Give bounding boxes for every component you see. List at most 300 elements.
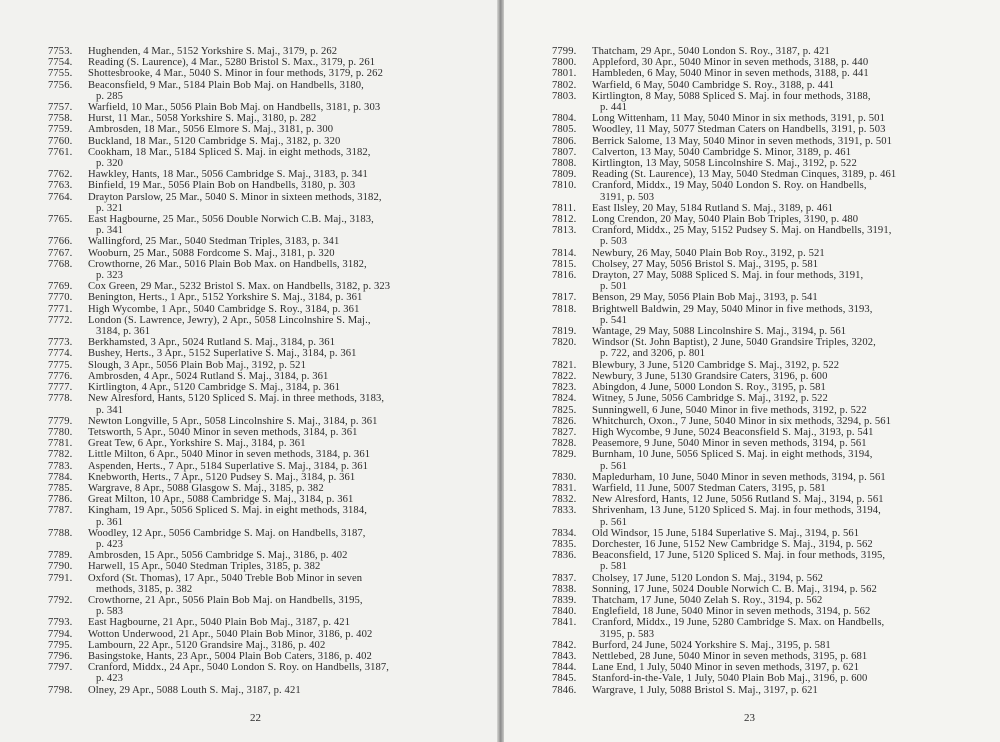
peal-description [88,685,486,696]
peal-line: East Ilsley, 20 May, 5184 Rutland S. Maj., 3189, p. 461 [592,202,833,214]
peal-description [88,248,486,259]
peal-entry [552,584,986,595]
peal-entry [48,416,486,427]
peal-number: 7790. [48,561,73,573]
peal-entry [552,371,986,382]
peal-entry [48,304,486,315]
peal-number: 7811. [552,202,576,214]
peal-line-continued: p. 722, and 3206, p. 801 [600,348,706,360]
peal-description [88,259,486,281]
peal-line: Binfield, 19 Mar., 5056 Plain Bob on Handbells, 3180, p. 303 [88,180,356,192]
peal-entry [552,113,986,124]
peal-description [592,68,986,79]
peal-description [592,147,986,158]
peal-line-continued: p. 501 [600,281,628,293]
peal-line: Thatcham, 29 Apr., 5040 London S. Roy., 3187, p. 421 [592,46,830,57]
peal-entry [552,617,986,639]
peal-description [88,360,486,371]
peal-line: Long Wittenham, 11 May, 5040 Minor in six methods, 3191, p. 501 [592,113,885,125]
peal-entry [552,550,986,572]
peal-number: 7762. [48,169,73,181]
peal-description [592,550,986,572]
peal-number: 7772. [48,314,73,326]
peal-line: Woodley, 11 May, 5077 Stedman Caters on Handbells, 3191, p. 503 [592,124,886,136]
peal-line: Lane End, 1 July, 5040 Minor in seven methods, 3197, p. 621 [592,662,860,674]
peal-description [592,57,986,68]
peal-number: 7839. [552,594,577,606]
peal-line: Cholsey, 27 May, 5056 Bristol S. Maj., 3195, p. 581 [592,258,819,270]
peal-line: Great Tew, 6 Apr., Yorkshire S. Maj., 3184, p. 361 [88,438,306,450]
peal-description [592,595,986,606]
peal-number: 7835. [552,538,577,550]
peal-entry [48,124,486,135]
peal-number: 7763. [48,180,73,192]
peal-line-continued: p. 423 [96,673,124,685]
peal-line: Witney, 5 June, 5056 Cambridge S. Maj., 3192, p. 522 [592,393,828,405]
peal-description [592,673,986,684]
peal-entry [552,427,986,438]
peal-entry [48,214,486,236]
peal-line: Aspenden, Herts., 7 Apr., 5184 Superlative S. Maj., 3184, p. 361 [88,460,369,472]
peal-entry [552,595,986,606]
peal-line: Cholsey, 17 June, 5120 London S. Maj., 3194, p. 562 [592,572,823,584]
peal-line: East Hagbourne, 21 Apr., 5040 Plain Bob Maj., 3187, p. 421 [88,617,351,629]
peal-line: Hughenden, 4 Mar., 5152 Yorkshire S. Maj., 3179, p. 262 [88,46,338,57]
peal-description [592,449,986,471]
peal-line: Nettlebed, 28 June, 5040 Minor in seven methods, 3195, p. 681 [592,650,868,662]
peal-number: 7767. [48,247,73,259]
peal-number: 7785. [48,482,73,494]
peal-entry [552,203,986,214]
peal-line-continued: p. 503 [600,236,628,248]
peal-entry [552,270,986,292]
peal-description [592,46,986,57]
peal-line: Buckland, 18 Mar., 5120 Cambridge S. Maj., 3182, p. 320 [88,135,341,147]
peal-description [88,337,486,348]
peal-entry [48,561,486,572]
peal-entry [552,505,986,527]
peal-entry [48,102,486,113]
peal-description [592,292,986,303]
peal-entry [552,651,986,662]
peal-description [88,438,486,449]
peal-entry [48,393,486,415]
peal-line-continued: p. 285 [96,90,124,102]
left-page-number: 22 [250,712,261,724]
peal-description [88,68,486,79]
peal-number: 7833. [552,505,577,517]
peal-entry [48,337,486,348]
peal-entry [48,113,486,124]
peal-description [88,46,486,57]
peal-line: Newton Longville, 5 Apr., 5058 Lincolnshire S. Maj., 3184, p. 361 [88,415,378,427]
peal-number: 7773. [48,337,73,349]
peal-description [592,505,986,527]
peal-number: 7760. [48,135,73,147]
peal-number: 7793. [48,617,73,629]
peal-description [592,651,986,662]
peal-description [88,304,486,315]
peal-line-continued: p. 423 [96,538,124,550]
peal-line: Berrick Salome, 13 May, 5040 Minor in seven methods, 3191, p. 501 [592,135,893,147]
peal-entry [552,438,986,449]
peal-entry [48,360,486,371]
peal-number: 7814. [552,247,577,259]
peal-number: 7838. [552,583,577,595]
peal-description [592,662,986,673]
peal-entry [48,46,486,57]
peal-entry [48,483,486,494]
peal-entry [48,472,486,483]
peal-number: 7788. [48,527,73,539]
peal-entry [552,46,986,57]
peal-entry [552,124,986,135]
peal-line: Kirtlington, 8 May, 5088 Spliced S. Maj. in four methods, 3188, [592,90,871,102]
peal-number: 7783. [48,460,73,472]
peal-number: 7765. [48,214,73,226]
left-page [0,0,498,742]
peal-line: Crowthorne, 21 Apr., 5056 Plain Bob Maj. on Handbells, 3195, [88,594,363,606]
peal-line: Newbury, 3 June, 5130 Grandsire Caters, 3196, p. 600 [592,370,828,382]
peal-entry [48,68,486,79]
peal-entry [48,573,486,595]
peal-line: Harwell, 15 Apr., 5040 Stedman Triples, 3185, p. 382 [88,561,321,573]
peal-line: Knebworth, Herts., 7 Apr., 5120 Pudsey S. Maj., 3184, p. 361 [88,471,356,483]
peal-line: Reading (S. Laurence), 4 Mar., 5280 Bristol S. Max., 3179, p. 261 [88,57,376,69]
peal-entry [552,337,986,359]
peal-line: Sonning, 17 June, 5024 Double Norwich C. B. Maj., 3194, p. 562 [592,583,877,595]
peal-line: Kingham, 19 Apr., 5056 Spliced S. Maj. in eight methods, 3184, [88,505,367,517]
peal-entry [552,472,986,483]
peal-line: Lambourn, 22 Apr., 5120 Grandsire Maj., 3186, p. 402 [88,639,326,651]
peal-number: 7844. [552,662,577,674]
peal-number: 7812. [552,214,577,226]
peal-number: 7830. [552,471,577,483]
peal-description [592,113,986,124]
peal-number: 7826. [552,415,577,427]
peal-entry [552,539,986,550]
peal-description [88,180,486,191]
peal-entry [48,685,486,696]
peal-entry [552,304,986,326]
peal-number: 7791. [48,572,73,584]
peal-number: 7799. [552,46,577,57]
peal-description [88,573,486,595]
peal-description [88,136,486,147]
peal-description [88,662,486,684]
peal-number: 7820. [552,337,577,349]
peal-number: 7759. [48,124,73,136]
peal-line: Mapledurham, 10 June, 5040 Minor in seven methods, 3194, p. 561 [592,471,886,483]
peal-entry [48,629,486,640]
peal-number: 7803. [552,90,577,102]
left-entry-list [48,46,486,696]
peal-description [592,606,986,617]
peal-entry [552,606,986,617]
peal-description [88,550,486,561]
peal-number: 7819. [552,326,577,338]
peal-number: 7834. [552,527,577,539]
peal-line: Sunningwell, 6 June, 5040 Minor in five methods, 3192, p. 522 [592,404,867,416]
peal-entry [552,662,986,673]
peal-description [88,629,486,640]
peal-description [88,192,486,214]
peal-entry [48,80,486,102]
peal-number: 7780. [48,426,73,438]
peal-line: Wargrave, 1 July, 5088 Bristol S. Maj., 3197, p. 621 [592,684,818,696]
peal-line: Kirtlington, 4 Apr., 5120 Cambridge S. Maj., 3184, p. 361 [88,382,340,394]
peal-entry [48,505,486,527]
peal-entry [552,360,986,371]
peal-description [592,360,986,371]
peal-line: Wargrave, 8 Apr., 5088 Glasgow S. Maj., 3185, p. 382 [88,482,324,494]
peal-number: 7769. [48,281,73,293]
peal-line: Great Milton, 10 Apr., 5088 Cambridge S. Maj., 3184, p. 361 [88,494,354,506]
peal-line: Wooburn, 25 Mar., 5088 Fordcome S. Maj., 3181, p. 320 [88,247,335,259]
peal-line: Basingstoke, Hants, 23 Apr., 5004 Plain Bob Caters, 3186, p. 402 [88,650,372,662]
peal-number: 7798. [48,684,73,696]
peal-description [88,348,486,359]
peal-description [592,91,986,113]
peal-line: Cranford, Middx., 19 June, 5280 Cambridge S. Max. on Handbells, [592,617,885,629]
peal-entry [48,292,486,303]
peal-line-continued: 3191, p. 503 [600,191,655,203]
peal-description [88,393,486,415]
peal-line: Shrivenham, 13 June, 5120 Spliced S. Maj. in four methods, 3194, [592,505,881,517]
peal-line: Cox Green, 29 Mar., 5232 Bristol S. Max. on Handbells, 3182, p. 323 [88,281,391,293]
peal-entry [48,180,486,191]
peal-line-continued: p. 541 [600,314,628,326]
peal-entry [48,192,486,214]
peal-number: 7776. [48,370,73,382]
peal-number: 7768. [48,258,73,270]
peal-description [592,169,986,180]
peal-description [592,382,986,393]
peal-number: 7774. [48,348,73,360]
peal-description [88,449,486,460]
peal-description [88,113,486,124]
peal-number: 7787. [48,505,73,517]
peal-line-continued: p. 323 [96,270,124,282]
peal-entry [48,651,486,662]
peal-description [88,57,486,68]
peal-line: Berkhamsted, 3 Apr., 5024 Rutland S. Maj., 3184, p. 361 [88,337,336,349]
peal-description [88,472,486,483]
peal-line: Long Crendon, 20 May, 5040 Plain Bob Triples, 3190, p. 480 [592,214,859,226]
peal-line: Woodley, 12 Apr., 5056 Cambridge S. Maj. on Handbells, 3187, [88,527,366,539]
peal-entry [552,382,986,393]
peal-line: Blewbury, 3 June, 5120 Cambridge S. Maj., 3192, p. 522 [592,359,840,371]
peal-description [88,416,486,427]
peal-description [592,584,986,595]
peal-entry [48,371,486,382]
peal-entry [552,169,986,180]
peal-line: Hurst, 11 Mar., 5058 Yorkshire S. Maj., 3180, p. 282 [88,113,317,125]
peal-description [592,393,986,404]
peal-number: 7753. [48,46,73,57]
peal-line: Abingdon, 4 June, 5000 London S. Roy., 3195, p. 581 [592,382,826,394]
peal-line: Cookham, 18 Mar., 5184 Spliced S. Maj. in eight methods, 3182, [88,146,371,158]
peal-line: Hawkley, Hants, 18 Mar., 5056 Cambridge S. Maj., 3183, p. 341 [88,169,368,181]
peal-number: 7800. [552,57,577,69]
peal-number: 7757. [48,102,73,114]
peal-line-continued: p. 583 [96,606,124,618]
peal-description [88,494,486,505]
peal-line: Olney, 29 Apr., 5088 Louth S. Maj., 3187, p. 421 [88,684,301,696]
peal-entry [552,248,986,259]
peal-number: 7778. [48,393,73,405]
peal-line-continued: p. 441 [600,102,628,114]
peal-description [88,315,486,337]
peal-number: 7818. [552,303,577,315]
peal-line: High Wycombe, 1 Apr., 5040 Cambridge S. Roy., 3184, p. 361 [88,303,360,315]
peal-line: Warfield, 10 Mar., 5056 Plain Bob Maj. on Handbells, 3181, p. 303 [88,102,381,114]
peal-description [88,124,486,135]
peal-line: New Alresford, Hants, 12 June, 5056 Rutland S. Maj., 3194, p. 561 [592,494,884,506]
peal-entry [552,180,986,202]
peal-number: 7771. [48,303,73,315]
peal-entry [48,528,486,550]
peal-description [592,203,986,214]
peal-line: Burford, 24 June, 5024 Yorkshire S. Maj., 3195, p. 581 [592,639,831,651]
peal-entry [48,348,486,359]
peal-description [88,561,486,572]
peal-line: Warfield, 11 June, 5007 Stedman Caters, 3195, p. 581 [592,482,826,494]
peal-entry [552,136,986,147]
peal-line: Cranford, Middx., 19 May, 5040 London S. Roy. on Handbells, [592,180,867,192]
peal-number: 7831. [552,482,577,494]
peal-entry [48,315,486,337]
peal-description [592,214,986,225]
peal-number: 7808. [552,158,577,170]
peal-entry [48,438,486,449]
peal-description [592,427,986,438]
peal-line: Englefield, 18 June, 5040 Minor in seven methods, 3194, p. 562 [592,606,871,618]
peal-description [88,371,486,382]
peal-entry [48,550,486,561]
peal-entry [552,68,986,79]
peal-entry [552,494,986,505]
peal-number: 7810. [552,180,577,192]
peal-description [88,147,486,169]
peal-line: Hambleden, 6 May, 5040 Minor in seven methods, 3188, p. 441 [592,68,869,80]
peal-number: 7828. [552,438,577,450]
right-entry-list [552,46,986,696]
peal-description [592,472,986,483]
peal-line: Thatcham, 17 June, 5040 Zelah S. Roy., 3194, p. 562 [592,594,823,606]
peal-line: Calverton, 13 May, 5040 Cambridge S. Minor, 3189, p. 461 [592,146,852,158]
peal-line-continued: p. 581 [600,561,628,573]
peal-line: Benington, Herts., 1 Apr., 5152 Yorkshire S. Maj., 3184, p. 361 [88,292,363,304]
peal-description [88,169,486,180]
peal-description [592,483,986,494]
peal-line: Dorchester, 16 June, 5152 New Cambridge S. Maj., 3194, p. 562 [592,538,873,550]
peal-line-continued: p. 341 [96,404,124,416]
peal-number: 7829. [552,449,577,461]
peal-entry [552,640,986,651]
peal-entry [48,248,486,259]
peal-entry [552,158,986,169]
peal-line: Stanford-in-the-Vale, 1 July, 5040 Plain Bob Maj., 3196, p. 600 [592,673,868,685]
peal-line-continued: p. 561 [600,516,628,528]
peal-description [592,528,986,539]
peal-number: 7845. [552,673,577,685]
peal-number: 7824. [552,393,577,405]
peal-entry [552,685,986,696]
peal-line: Slough, 3 Apr., 5056 Plain Bob Maj., 3192, p. 521 [88,359,306,371]
peal-number: 7796. [48,650,73,662]
peal-entry [48,259,486,281]
peal-description [88,461,486,472]
peal-number: 7832. [552,494,577,506]
peal-line: Peasemore, 9 June, 5040 Minor in seven methods, 3194, p. 561 [592,438,867,450]
peal-line: Beaconsfield, 17 June, 5120 Spliced S. Maj. in four methods, 3195, [592,550,886,562]
peal-number: 7755. [48,68,73,80]
peal-line-continued: p. 320 [96,158,124,170]
peal-entry [552,393,986,404]
peal-line-continued: p. 361 [96,516,124,528]
peal-entry [552,326,986,337]
peal-number: 7786. [48,494,73,506]
peal-line: Oxford (St. Thomas), 17 Apr., 5040 Treble Bob Minor in seven [88,572,363,584]
peal-number: 7782. [48,449,73,461]
peal-line: Brightwell Baldwin, 29 May, 5040 Minor in five methods, 3193, [592,303,873,315]
peal-description [88,214,486,236]
right-page-number: 23 [744,712,755,724]
peal-line: Ambrosden, 4 Apr., 5024 Rutland S. Maj., 3184, p. 361 [88,370,329,382]
peal-line: Little Milton, 6 Apr., 5040 Minor in seven methods, 3184, p. 361 [88,449,371,461]
peal-line: Drayton, 27 May, 5088 Spliced S. Maj. in four methods, 3191, [592,270,864,282]
peal-entry [552,573,986,584]
peal-number: 7789. [48,550,73,562]
peal-line: Warfield, 6 May, 5040 Cambridge S. Roy., 3188, p. 441 [592,79,834,91]
peal-entry [552,91,986,113]
peal-entry [48,57,486,68]
peal-description [592,304,986,326]
peal-line: Reading (St. Laurence), 13 May, 5040 Stedman Cinques, 3189, p. 461 [592,169,897,181]
peal-number: 7825. [552,404,577,416]
peal-entry [48,281,486,292]
peal-line: East Hagbourne, 25 Mar., 5056 Double Norwich C.B. Maj., 3183, [88,214,374,226]
peal-description [592,248,986,259]
peal-number: 7804. [552,113,577,125]
peal-description [592,685,986,696]
peal-description [592,326,986,337]
peal-line-continued: 3184, p. 361 [96,326,151,338]
peal-line: Wotton Underwood, 21 Apr., 5040 Plain Bob Minor, 3186, p. 402 [88,628,373,640]
peal-entry [552,292,986,303]
peal-entry [552,147,986,158]
peal-number: 7842. [552,639,577,651]
right-page [504,0,1000,742]
peal-line-continued: 3195, p. 583 [600,628,655,640]
peal-line-continued: p. 561 [600,460,628,472]
peal-line: Benson, 29 May, 5056 Plain Bob Maj., 3193, p. 541 [592,292,818,304]
peal-description [88,427,486,438]
peal-number: 7843. [552,650,577,662]
peal-number: 7754. [48,57,73,69]
peal-line-continued: p. 341 [96,225,124,237]
peal-number: 7809. [552,169,577,181]
peal-entry [48,461,486,472]
peal-number: 7837. [552,572,577,584]
peal-line: Old Windsor, 15 June, 5184 Superlative S. Maj., 3194, p. 561 [592,527,860,539]
peal-number: 7846. [552,684,577,696]
peal-number: 7794. [48,628,73,640]
peal-entry [552,214,986,225]
peal-number: 7784. [48,471,73,483]
peal-description [88,640,486,651]
